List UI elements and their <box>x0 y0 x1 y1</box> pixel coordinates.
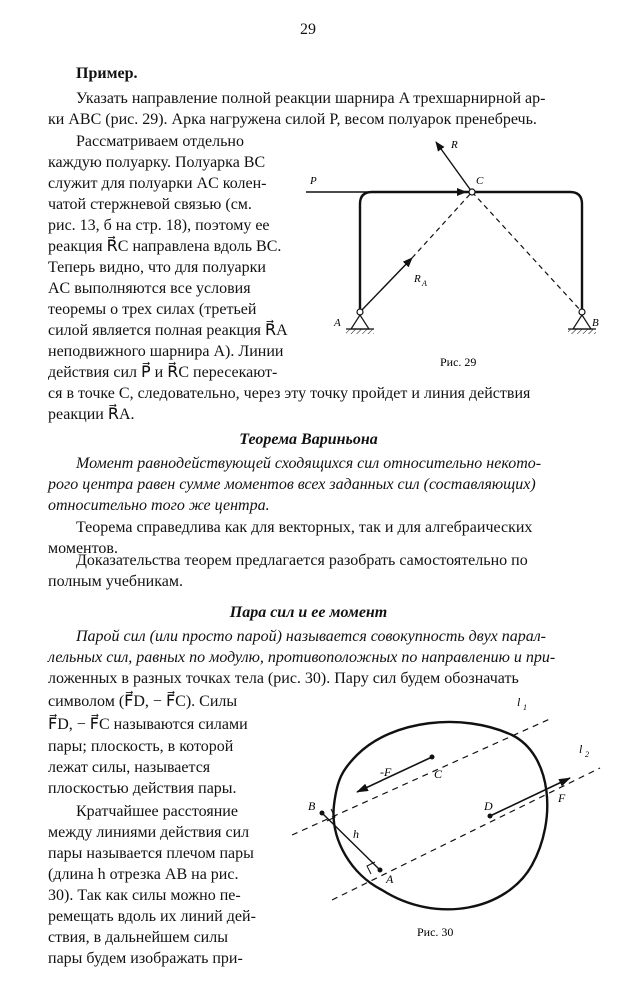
support-b <box>573 315 591 329</box>
couple-def-line: ложенных в разных точках тела (рис. 30). Пару сил будем обозначать <box>48 670 519 687</box>
couple-title: Пара сил и ее момент <box>229 604 388 621</box>
arch-frame <box>360 192 582 312</box>
label-d: D <box>484 799 493 813</box>
label-minus-f: -F <box>380 765 392 779</box>
couple-text-line: пары; плоскость, в которой <box>48 738 234 755</box>
example-body-line: служит для полуарки AC колен- <box>48 175 267 192</box>
figure-29-caption: Рис. 29 <box>440 355 477 369</box>
example-body-line: действия сил P⃗ и R⃗C пересекают- <box>48 364 278 381</box>
label-ra-sub: A <box>422 279 427 288</box>
example-body-line: реакция R⃗C направлена вдоль BC. <box>48 238 282 255</box>
figure-30 <box>262 690 612 950</box>
varignon-text-line: моментов. <box>48 540 118 557</box>
figure-29 <box>300 130 610 375</box>
varignon-title: Теорема Вариньона <box>239 431 378 448</box>
label-l1: l <box>517 695 521 709</box>
varignon-text-line: Теорема справедлива как для векторных, так и для алгебраических <box>76 519 533 536</box>
label-l2: l <box>579 742 583 756</box>
couple-text-line: ствия, в дальнейшем силы <box>48 929 228 946</box>
couple-text-line: между линиями действия сил <box>48 824 250 841</box>
couple-text-line: пары будем изображать при- <box>48 950 243 967</box>
label-c: C <box>434 767 443 781</box>
label-c: C <box>476 175 484 187</box>
couple-text-line: Кратчайшее расстояние <box>76 803 238 820</box>
example-text-line: ки ABC (рис. 29). Арка нагружена силой P, весом полуарок пренебречь. <box>48 111 537 128</box>
varignon-statement-line: относительно того же центра. <box>48 497 270 514</box>
example-body-line: силой является полная реакция R⃗A <box>48 322 288 339</box>
label-p: P <box>310 175 317 187</box>
varignon-statement-line: Момент равнодействующей сходящихся сил относительно некото- <box>76 455 542 472</box>
label-l1-sub: 1 <box>523 703 527 712</box>
couple-text-line: ремещать вдоль их линий дей- <box>48 908 256 925</box>
example-text-line: Указать направление полной реакции шарнира A трехшарнирной ар- <box>76 90 546 107</box>
example-heading: Пример. <box>76 65 138 82</box>
arm-h <box>322 813 380 870</box>
example-body-line: Теперь видно, что для полуарки <box>48 259 266 276</box>
label-a: A <box>386 872 394 886</box>
label-r: R <box>451 139 458 151</box>
couple-def-line: Парой сил (или просто парой) называется совокупность двух парал- <box>76 628 546 645</box>
example-body-line: неподвижного шарнира A). Линии <box>48 343 284 360</box>
example-body-line: рис. 13, б на стр. 18), поэтому ее <box>48 217 270 234</box>
varignon-text-line: полным учебникам. <box>48 573 183 590</box>
example-body-line: реакции R⃗A. <box>48 406 135 423</box>
label-f: F <box>558 791 566 805</box>
reaction-ra-arrow <box>360 258 412 312</box>
force-minus-f-arrow <box>357 757 432 792</box>
couple-text-line: пары называется плечом пары <box>48 845 254 862</box>
couple-text-line: символом (F⃗D, − F⃗C). Силы <box>48 693 238 710</box>
example-body-line: чатой стержневой связью (см. <box>48 196 252 213</box>
figure-30-caption: Рис. 30 <box>417 925 454 939</box>
varignon-text-line: Доказательства теорем предлагается разобрать самостоятельно по <box>76 552 528 569</box>
example-body-line: AC выполняются все условия <box>48 280 251 297</box>
couple-text-line: (длина h отрезка AB на рис. <box>48 866 239 883</box>
example-body-line: ся в точке C, следовательно, через эту точку пройдет и линия действия <box>48 385 531 402</box>
label-h: h <box>353 827 359 841</box>
label-b: B <box>308 799 316 813</box>
label-b: B <box>592 317 599 329</box>
couple-text-line: F⃗D, − F⃗C называются силами <box>48 716 248 733</box>
example-body-line: Рассматриваем отдельно <box>76 133 244 150</box>
support-a <box>351 315 369 329</box>
action-line-l1 <box>292 718 552 835</box>
ra-action-line <box>412 192 472 258</box>
couple-text-line: плоскостью действия пары. <box>48 780 237 797</box>
example-body-line: каждую полуарку. Полуарка BC <box>48 154 266 171</box>
couple-def-line: лельных сил, равных по модулю, противоположных по направлению и при- <box>48 649 556 666</box>
label-ra: R <box>414 273 421 285</box>
couple-text-line: лежат силы, называется <box>48 759 211 776</box>
label-l2-sub: 2 <box>585 750 589 759</box>
example-body-line: теоремы о трех силах (третьей <box>48 301 257 318</box>
action-line-l2 <box>332 768 600 900</box>
page-number: 29 <box>300 21 316 38</box>
rigid-body <box>334 722 548 909</box>
label-a: A <box>334 317 341 329</box>
bc-action-line <box>472 192 582 312</box>
varignon-statement-line: рого центра равен сумме моментов всех заданных сил (составляющих) <box>48 476 536 493</box>
couple-text-line: 30). Так как силы можно пе- <box>48 887 241 904</box>
